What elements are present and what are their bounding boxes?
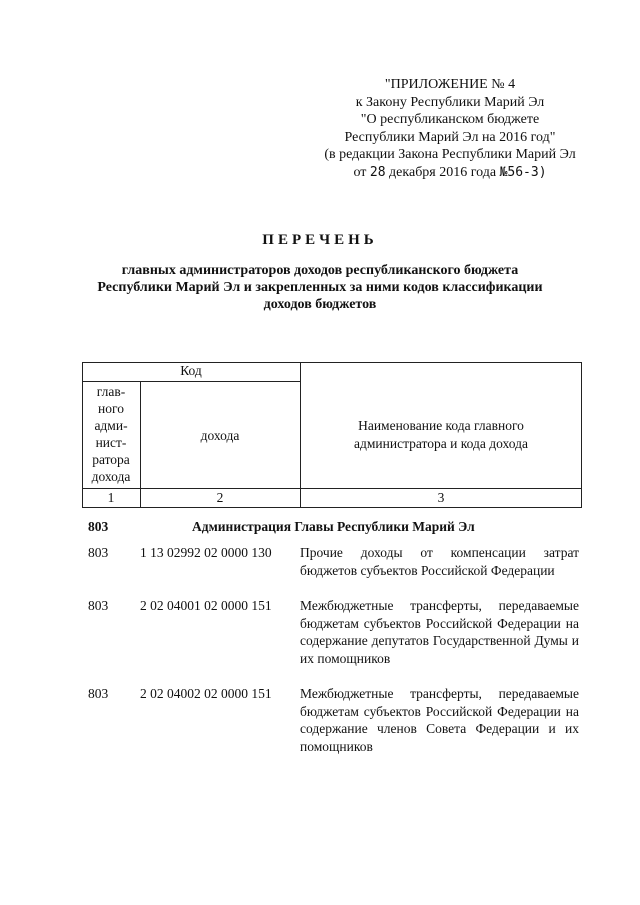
table-header — [82, 362, 582, 508]
date-rest: декабря 2016 года — [389, 164, 497, 180]
admin-code: 803 — [88, 686, 109, 701]
income-name: Межбюджетные трансферты, передаваемые бюджетам субъектов Российской Федерации на содержание депутатов Государственной Думы и их помощников — [300, 598, 579, 666]
header-col1-line: адми- — [94, 418, 128, 433]
income-name: Межбюджетные трансферты, передаваемые бюджетам субъектов Российской Федерации на содержание членов Совета Федерации и их помощников — [300, 686, 579, 754]
date-day: 28 — [369, 164, 386, 180]
header-col1-line: дохода — [91, 469, 131, 484]
income-code: 1 13 02992 02 0000 130 — [140, 545, 272, 560]
header-code-group: Код — [180, 363, 202, 378]
header-col1-line: ного — [98, 401, 124, 416]
date-prefix: от — [353, 164, 367, 180]
admin-code: 803 — [88, 545, 109, 560]
header-divider-numbers — [82, 488, 582, 489]
header-number-1: 1 — [107, 490, 115, 505]
subtitle-line: главных администраторов доходов республиканского бюджета — [121, 263, 519, 278]
law-number: №56-З) — [499, 164, 547, 180]
header-col3-line: администратора и кода дохода — [354, 436, 528, 451]
appendix-date-line — [300, 164, 600, 182]
appendix-line: к Закону Республики Марий Эл — [355, 94, 545, 110]
header-col3-line: Наименование кода главного — [358, 418, 524, 433]
appendix-block — [300, 76, 600, 181]
appendix-line: "ПРИЛОЖЕНИЕ № 4 — [384, 77, 516, 92]
header-col3 — [300, 417, 582, 453]
group-code: 803 — [88, 519, 109, 534]
header-divider-code — [82, 381, 300, 382]
header-number-3: 3 — [437, 490, 445, 505]
appendix-line: "О республиканском бюджете — [360, 112, 540, 127]
header-number-2: 2 — [216, 490, 224, 505]
header-col1 — [82, 383, 140, 485]
subtitle-line: доходов бюджетов — [263, 297, 377, 312]
document-subtitle — [60, 262, 580, 313]
header-col1-line: ратора — [92, 452, 130, 467]
header-col1-line: нист- — [95, 435, 127, 450]
group-name: Администрация Главы Республики Марий Эл — [192, 519, 475, 534]
appendix-line: Республики Марий Эл на 2016 год" — [344, 129, 556, 145]
subtitle-line: Республики Марий Эл и закрепленных за ними кодов классификации — [97, 280, 543, 295]
header-col1-line: глав- — [96, 384, 126, 399]
admin-code: 803 — [88, 598, 109, 613]
income-code: 2 02 04002 02 0000 151 — [140, 686, 272, 701]
income-name: Прочие доходы от компенсации затрат бюджетов субъектов Российской Федерации — [300, 545, 579, 578]
income-code: 2 02 04001 02 0000 151 — [140, 598, 272, 613]
appendix-line: (в редакции Закона Республики Марий Эл — [324, 147, 576, 162]
document-title: ПЕРЕЧЕНЬ — [262, 232, 378, 248]
header-col2: дохода — [200, 428, 240, 443]
